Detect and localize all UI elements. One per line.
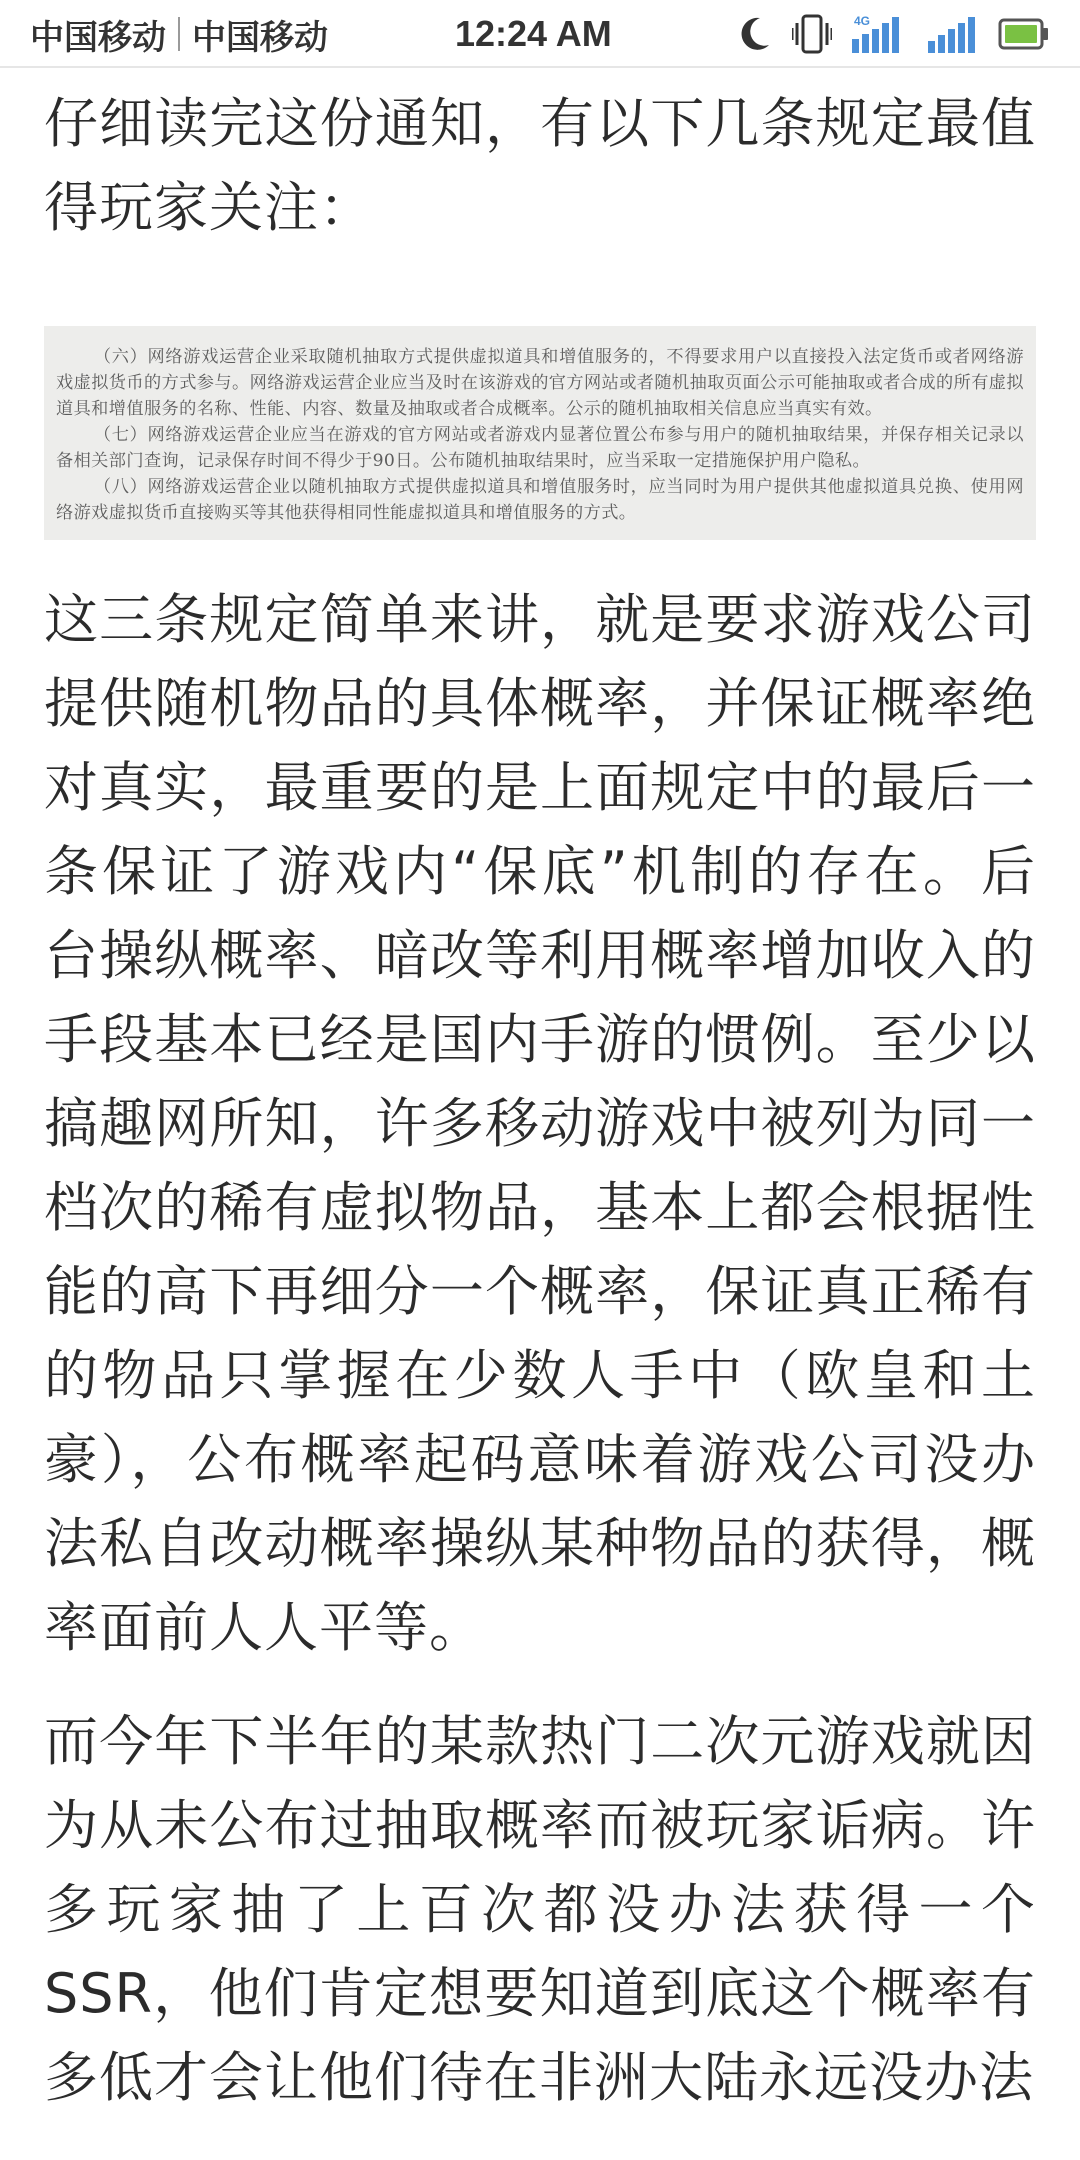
battery-icon: [998, 17, 1050, 51]
signal-icon: [928, 13, 978, 55]
signal-4g-icon: [852, 13, 908, 55]
article-intro-paragraph: 仔细读完这份通知，有以下几条规定最值得玩家关注：: [44, 92, 1036, 239]
carrier-names: [30, 12, 328, 56]
vibrate-icon: [792, 13, 832, 55]
moon-icon: [738, 15, 772, 53]
carrier-2-label: 中国移动: [192, 17, 328, 58]
article-paragraph-2: 这三条规定简单来讲，就是要求游戏公司提供随机物品的具体概率，并保证概率绝对真实，最重要的是上面规定中的最后一条保证了游戏内“保底”机制的存在。后台操纵概率、暗改等利用概率增加收入的手段基本已经是国内手游的惯例。至少以搞趣网所知，许多移动游戏中被列为同一档次的稀有虚拟物品，基本上都会根据性能的高下再细分一个概率，保证真正稀有的物品只掌握在少数人手中（欧皇和土豪），公布概率起码意味着游戏公司没办法私自改动概率操纵某种物品的获得，概率面前人人平等。: [44, 588, 1036, 1659]
notice-clause-six: （六）网络游戏运营企业采取随机抽取方式提供虚拟道具和增值服务的，不得要求用户以直接投入法定货币或者网络游戏虚拟货币的方式参与。网络游戏运营企业应当及时在该游戏的官方网站或者随机抽取页面公示可能抽取或者合成的所有虚拟道具和增值服务的名称、性能、内容、数量及抽取或者合成概率。公示的随机抽取相关信息应当真实有效。: [56, 347, 1024, 419]
notice-screenshot-image: [44, 326, 1036, 540]
article-body: [44, 68, 1036, 2120]
status-icons: [738, 10, 1050, 58]
status-time: 12:24 AM: [455, 13, 612, 54]
network-type-label: 4G: [854, 14, 871, 28]
notice-clause-eight: （八）网络游戏运营企业以随机抽取方式提供虚拟道具和增值服务时，应当同时为用户提供其他虚拟道具兑换、使用网络游戏虚拟货币直接购买等其他获得相同性能虚拟道具和增值服务的方式。: [56, 477, 1024, 523]
carrier-1-label: 中国移动: [30, 17, 166, 58]
article-paragraph-3: 而今年下半年的某款热门二次元游戏就因为从未公布过抽取概率而被玩家诟病。许多玩家抽了上百次都没办法获得一个SSR，他们肯定想要知道到底这个概率有多低才会让他们待在非洲大陆永远没办法: [44, 1710, 1036, 2109]
carrier-divider: [178, 17, 180, 51]
status-bar: [0, 0, 1080, 68]
notice-clause-seven: （七）网络游戏运营企业应当在游戏的官方网站或者游戏内显著位置公布参与用户的随机抽取结果，并保存相关记录以备相关部门查询，记录保存时间不得少于90日。公布随机抽取结果时，应当采取一定措施保护用户隐私。: [56, 425, 1024, 471]
